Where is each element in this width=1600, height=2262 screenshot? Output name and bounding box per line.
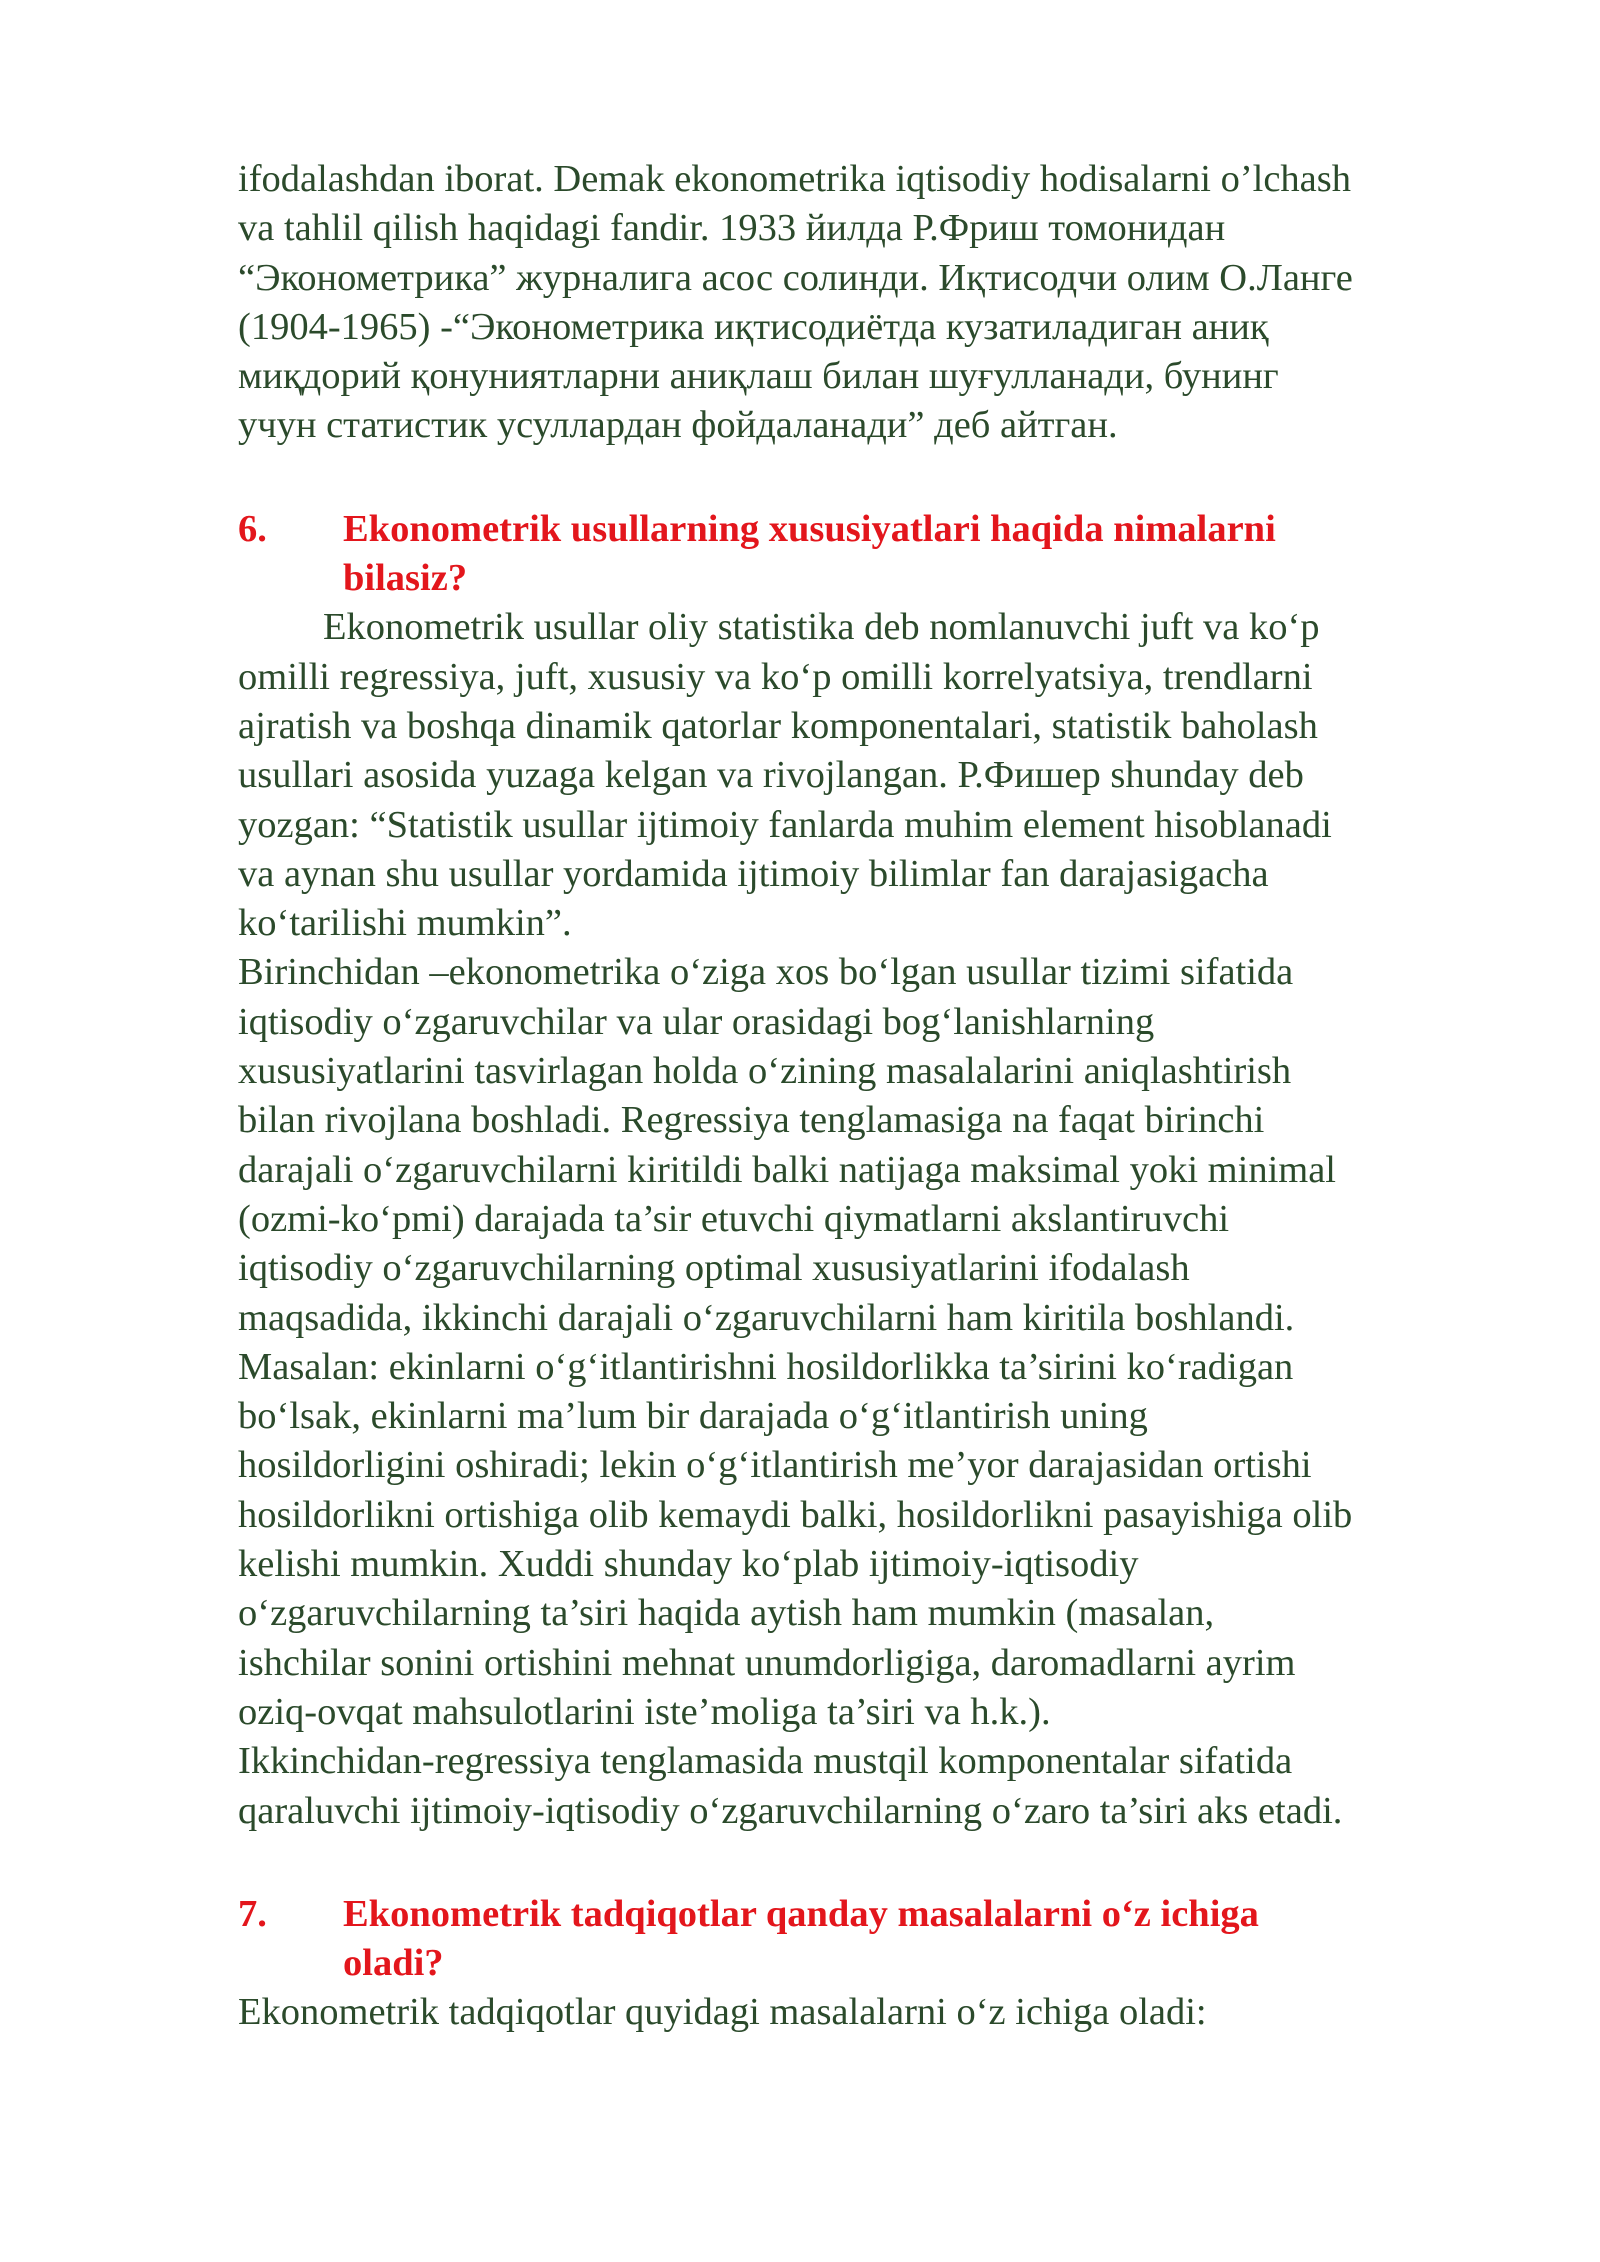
text-line: qaraluvchi ijtimoiy-iqtisodiy o‘zgaruvchilarning o‘zaro ta’siri aks etadi. xyxy=(238,1789,1343,1832)
text-line: usullari asosida yuzaga kelgan va rivojlangan. Р.Фишер shunday deb xyxy=(238,754,1304,797)
section-6-number: 6. xyxy=(238,507,267,550)
text-line: maqsadida, ikkinchi darajali o‘zgaruvchilarni ham kiritila boshlandi. xyxy=(238,1296,1295,1339)
text-line: (ozmi-ko‘pmi) darajada ta’sir etuvchi qiymatlarni akslantiruvchi xyxy=(238,1197,1230,1240)
text-line: ifodalashdan iborat. Demak ekonometrika iqtisodiy hodisalarni o’lchash xyxy=(238,158,1352,200)
text-line: Ikkinchidan-regressiya tenglamasida mustqil komponentalar sifatida xyxy=(238,1740,1293,1783)
section-6-title xyxy=(238,505,1488,604)
text-line: xususiyatlarini tasvirlagan holda o‘zining masalalarini aniqlashtirish xyxy=(238,1050,1292,1093)
text-line: va aynan shu usullar yordamida ijtimoiy bilimlar fan darajasigacha xyxy=(238,852,1269,895)
text-line: Birinchidan –ekonometrika o‘ziga xos bo‘lgan usullar tizimi sifatida xyxy=(238,951,1294,994)
text-line: Ekonometrik usullar oliy statistika deb nomlanuvchi juft va ko‘p xyxy=(323,606,1320,649)
document-page xyxy=(238,155,1488,2038)
text-line: o‘zgaruvchilarning ta’siri haqida aytish ham mumkin (masalan, xyxy=(238,1592,1215,1635)
section-7-paragraph-1 xyxy=(238,1988,1488,2037)
text-line: Ekonometrik tadqiqotlar qanday masalalarni o‘z ichiga xyxy=(343,1892,1259,1935)
text-line: ishchilar sonini ortishini mehnat unumdorligiga, daromadlarni ayrim xyxy=(238,1641,1296,1684)
section-6-paragraph-1 xyxy=(238,603,1488,948)
text-line: iqtisodiy o‘zgaruvchilarning optimal xususiyatlarini ifodalash xyxy=(238,1247,1190,1290)
section-7-title xyxy=(238,1890,1488,1989)
text-line: oziq-ovqat mahsulotlarini iste’moliga ta’siri va h.k.). xyxy=(238,1690,1051,1733)
section-7-heading xyxy=(238,1890,1488,1989)
text-line: Ekonometrik tadqiqotlar quyidagi masalalarni o‘z ichiga oladi: xyxy=(238,1991,1207,2034)
text-line: учун статистик усуллардан фойдаланади” деб айтган. xyxy=(238,404,1118,447)
text-line: (1904-1965) -“Эконометрика иқтисодиётда кузатиладиган аниқ xyxy=(238,305,1269,348)
spacer xyxy=(238,1836,1488,1890)
text-line: ko‘tarilishi mumkin”. xyxy=(238,902,572,945)
text-line: oladi? xyxy=(343,1942,444,1985)
text-line: bo‘lsak, ekinlarni ma’lum bir darajada o‘g‘itlantirish uning xyxy=(238,1395,1148,1438)
text-line: ajratish va boshqa dinamik qatorlar komponentalari, statistik baholash xyxy=(238,704,1318,747)
text-line: миқдорий қонуниятларни аниқлаш билан шуғулланади, бунинг xyxy=(238,355,1279,398)
text-line: omilli regressiya, juft, xususiy va ko‘p omilli korrelyatsiya, trendlarni xyxy=(238,655,1313,698)
text-line: darajali o‘zgaruvchilarni kiritildi balki natijaga maksimal yoki minimal xyxy=(238,1148,1337,1191)
text-line: bilasiz? xyxy=(343,557,468,600)
spacer xyxy=(238,451,1488,505)
text-line: hosildorlikni ortishiga olib kemaydi balki, hosildorlikni pasayishiga olib xyxy=(238,1493,1353,1536)
text-line: “Эконометрика” журналига асос солинди. Иқтисодчи олим О.Ланге xyxy=(238,256,1353,299)
section-6-paragraph-2 xyxy=(238,948,1488,1737)
text-line: va tahlil qilish haqidagi fandir. 1933 йилда Р.Фриш томонидан xyxy=(238,207,1226,250)
section-6-heading xyxy=(238,505,1488,604)
text-line: iqtisodiy o‘zgaruvchilar va ular orasidagi bog‘lanishlarning xyxy=(238,1000,1155,1043)
text-line: kelishi mumkin. Xuddi shunday ko‘plab ijtimoiy-iqtisodiy xyxy=(238,1543,1139,1586)
text-line: yozgan: “Statistik usullar ijtimoiy fanlarda muhim element hisoblanadi xyxy=(238,803,1332,846)
intro-paragraph xyxy=(238,155,1488,451)
text-line: Ekonometrik usullarning xususiyatlari haqida nimalarni xyxy=(343,507,1276,550)
text-line: Masalan: ekinlarni o‘g‘itlantirishni hosildorlikka ta’sirini ko‘radigan xyxy=(238,1345,1294,1388)
section-7-number: 7. xyxy=(238,1892,267,1935)
text-line: bilan rivojlana boshladi. Regressiya tenglamasiga na faqat birinchi xyxy=(238,1099,1265,1142)
text-line: hosildorligini oshiradi; lekin o‘g‘itlantirish me’yor darajasidan ortishi xyxy=(238,1444,1312,1487)
section-6-paragraph-3 xyxy=(238,1737,1488,1836)
